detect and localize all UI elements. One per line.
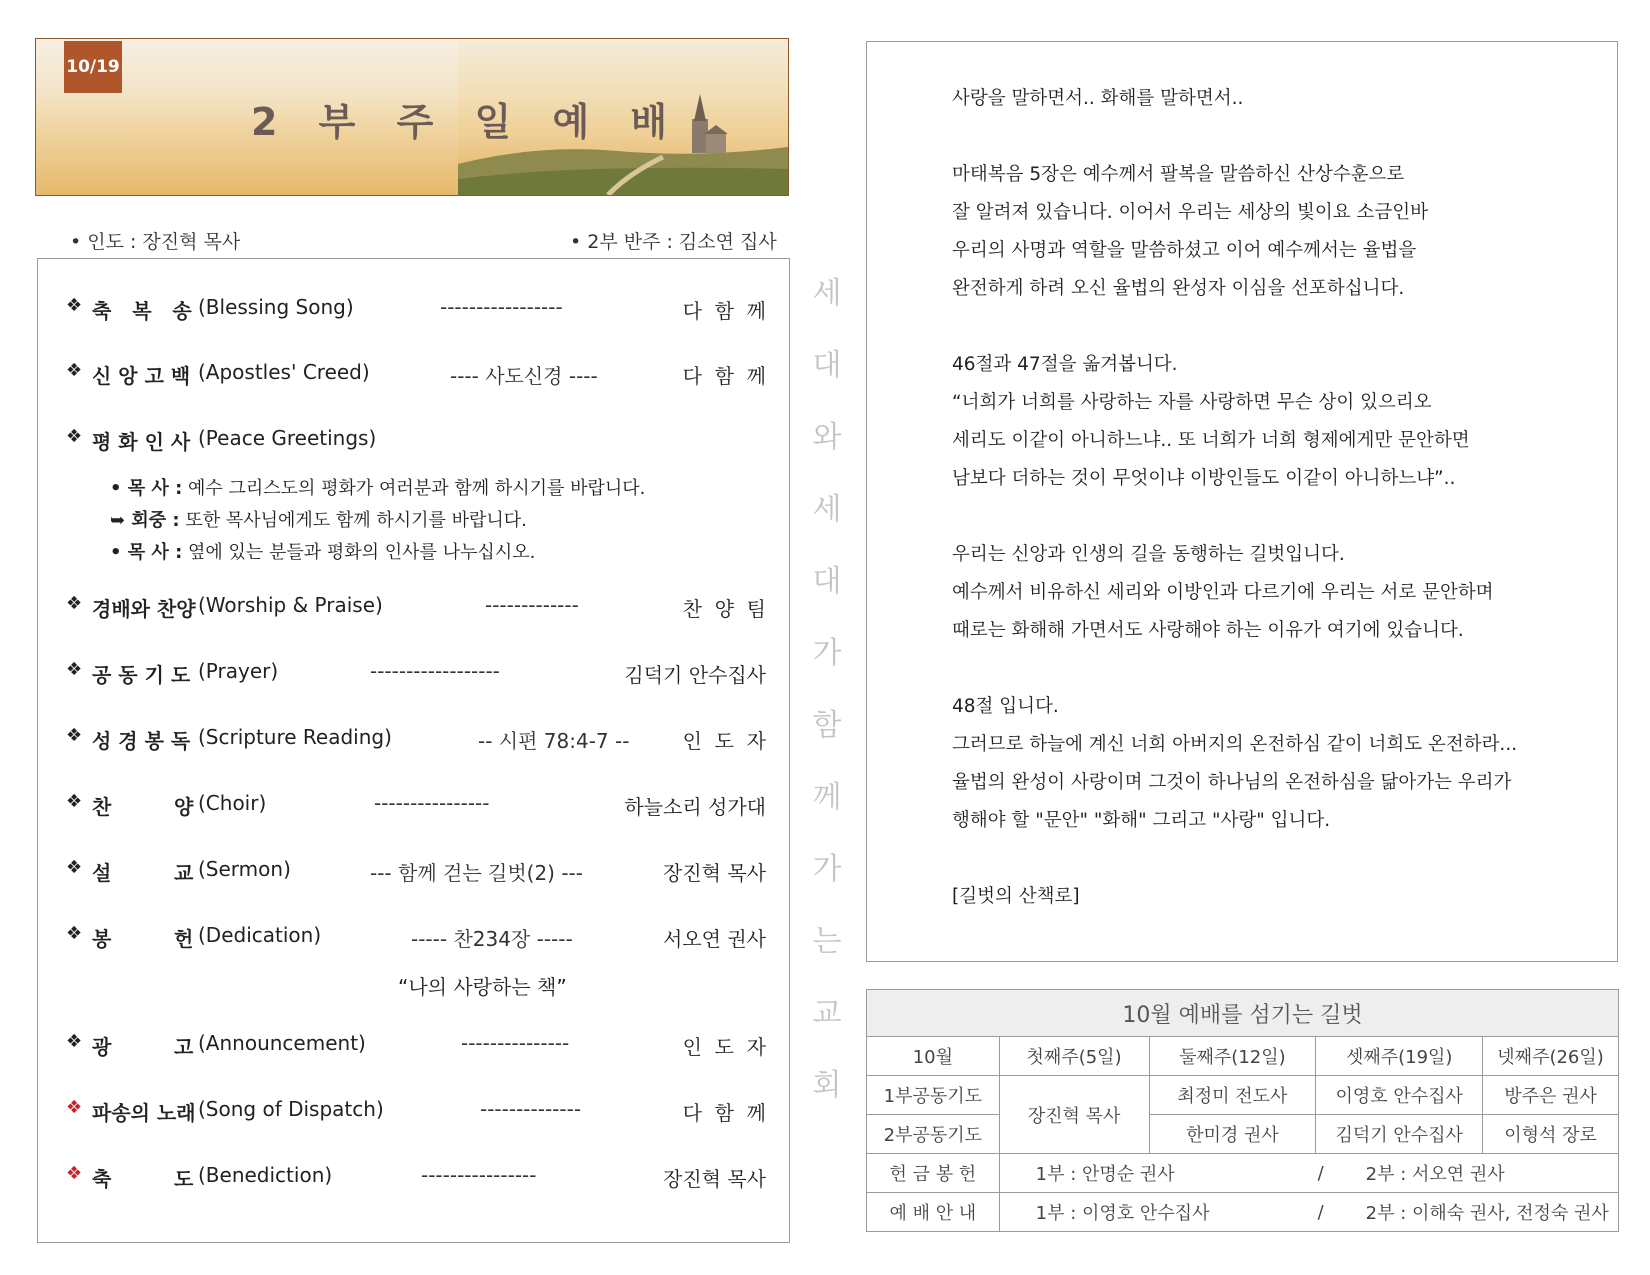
item-leader: 장진혁 목사	[663, 861, 766, 885]
message-line: 행해야 할 "문안" "화해" 그리고 "사랑" 입니다.	[952, 810, 1331, 831]
message-line: 세리도 이같이 아니하느냐.. 또 너희가 너희 형제에게만 문안하면	[952, 430, 1470, 451]
column-header: 10월	[867, 1037, 1000, 1076]
item-english: (Scripture Reading)	[198, 725, 392, 749]
item-detail: ----------------	[421, 1163, 537, 1187]
motto-char: 세	[812, 492, 842, 527]
message-line: 때로는 화해해 가면서도 사랑해야 하는 이유가 여기에 있습니다.	[952, 620, 1464, 641]
table-cell: 장진혁 목사	[999, 1076, 1149, 1154]
service-item	[66, 593, 766, 621]
diamond-bullet-icon: ❖	[66, 295, 83, 316]
table-cell: 방주은 권사	[1483, 1076, 1619, 1115]
row-label: 헌 금 봉 헌	[867, 1154, 1000, 1193]
item-name: 축 도	[92, 1167, 194, 1191]
message-line: 마태복음 5장은 예수께서 팔복을 말씀하신 산상수훈으로	[952, 164, 1405, 185]
diamond-bullet-icon: ❖	[66, 360, 83, 381]
greeting-role: • 목 사 :	[110, 542, 183, 563]
row-label: 예 배 안 내	[867, 1193, 1000, 1232]
item-english: (Song of Dispatch)	[198, 1097, 384, 1121]
page-title: 2 부 주 일 예 배	[251, 100, 682, 144]
diamond-bullet-icon: ❖	[66, 857, 83, 878]
item-leader: 다 함 께	[682, 364, 766, 388]
message-line: [길벗의 산책로]	[952, 886, 1080, 907]
table-row	[867, 1154, 1619, 1193]
diamond-bullet-icon: ❖	[66, 923, 83, 944]
message-line: “너희가 너희를 사랑하는 자를 사랑하면 무슨 상이 있으리오	[952, 392, 1432, 413]
table-cell: 이형석 장로	[1483, 1115, 1619, 1154]
pastor-message	[866, 41, 1618, 962]
service-item	[66, 923, 766, 951]
diamond-bullet-icon: ❖	[66, 791, 83, 812]
message-line: 남보다 더하는 것이 무엇이냐 이방인들도 이같이 아니하느냐”..	[952, 468, 1456, 489]
item-detail: ---- 사도신경 ----	[450, 364, 598, 388]
diamond-bullet-icon: ❖	[66, 659, 83, 680]
service-item	[66, 1163, 766, 1191]
motto-char: 세	[812, 276, 842, 311]
greeting-line	[110, 474, 645, 500]
greeting-role: ➥ 회중 :	[110, 510, 180, 531]
greeting-role: • 목 사 :	[110, 478, 183, 499]
leader-info: • 인도 : 장진혁 목사	[70, 231, 241, 253]
guide-second: 2부 : 이해숙 권사, 전정숙 권사	[1365, 1203, 1609, 1224]
item-english: (Choir)	[198, 791, 267, 815]
item-detail: ----- 찬234장 -----	[411, 927, 573, 951]
item-leader: 인 도 자	[682, 729, 766, 753]
diamond-bullet-icon: ❖	[66, 1031, 83, 1052]
item-name: 찬 양	[92, 795, 194, 819]
item-name: 봉 헌	[92, 927, 194, 951]
message-line: 우리의 사명과 역할을 말씀하셨고 이어 예수께서는 율법을	[952, 240, 1417, 261]
item-leader: 인 도 자	[682, 1035, 766, 1059]
item-detail: -- 시편 78:4-7 --	[478, 729, 630, 753]
greeting-text: 옆에 있는 분들과 평화의 인사를 나누십시오.	[182, 542, 536, 563]
message-line: 잘 알려져 있습니다. 이어서 우리는 세상의 빛이요 소금인바	[952, 202, 1428, 223]
motto-char: 는	[812, 924, 842, 959]
motto-char: 대	[812, 348, 842, 383]
message-line: 그러므로 하늘에 계신 너희 아버지의 온전하심 같이 너희도 온전하라...	[952, 734, 1518, 755]
motto-char: 회	[812, 1068, 842, 1103]
motto-char: 가	[812, 852, 842, 887]
message-line: 완전하게 하려 오신 율법의 완성자 이심을 선포하십니다.	[952, 278, 1405, 299]
item-name: 경배와 찬양	[92, 597, 196, 621]
service-item	[66, 426, 766, 454]
greeting-text: 또한 목사님에게도 함께 하시기를 바랍니다.	[179, 510, 527, 531]
message-line: 48절 입니다.	[952, 696, 1059, 717]
item-english: (Dedication)	[198, 923, 322, 947]
greeting-line	[110, 538, 535, 564]
item-detail: ---------------	[461, 1031, 570, 1055]
separator: /	[1317, 1201, 1324, 1223]
item-name: 축 복 송	[92, 299, 192, 323]
header-banner	[35, 38, 789, 196]
item-leader: 하늘소리 성가대	[624, 795, 766, 819]
item-detail: ------------------	[370, 659, 500, 683]
item-english: (Prayer)	[198, 659, 279, 683]
message-line: 46절과 47절을 옮겨봅니다.	[952, 354, 1178, 375]
item-leader: 서오연 권사	[663, 927, 766, 951]
diamond-bullet-icon: ❖	[66, 1097, 83, 1118]
diamond-bullet-icon: ❖	[66, 426, 83, 447]
offering-cell	[999, 1154, 1618, 1193]
table-cell: 최정미 전도사	[1149, 1076, 1316, 1115]
motto-char: 교	[812, 996, 842, 1031]
motto-char: 대	[812, 564, 842, 599]
table-row	[867, 1193, 1619, 1232]
item-leader: 김덕기 안수집사	[624, 663, 766, 687]
item-detail: ----------------	[374, 791, 490, 815]
item-english: (Announcement)	[198, 1031, 366, 1055]
service-item	[66, 1097, 766, 1125]
message-line: 우리는 신앙과 인생의 길을 동행하는 길벗입니다.	[952, 544, 1345, 565]
column-header: 넷째주(26일)	[1483, 1037, 1619, 1076]
item-name: 공 동 기 도	[92, 663, 191, 687]
item-leader: 다 함 께	[682, 1101, 766, 1125]
service-item	[66, 1031, 766, 1059]
dedication-song: “나의 사랑하는 책”	[398, 975, 567, 999]
item-detail: -------------	[485, 593, 579, 617]
guide-first: 1부 : 이영호 안수집사	[1035, 1203, 1210, 1224]
table-title-row	[867, 990, 1619, 1037]
message-line: 사랑을 말하면서.. 화해를 말하면서..	[952, 88, 1244, 109]
greeting-text: 예수 그리스도의 평화가 여러분과 함께 하시기를 바랍니다.	[182, 478, 646, 499]
item-english: (Apostles' Creed)	[198, 360, 370, 384]
item-name: 평 화 인 사	[92, 430, 191, 454]
offering-first: 1부 : 안명순 권사	[1035, 1164, 1175, 1185]
service-item	[66, 725, 766, 753]
service-item	[66, 659, 766, 687]
guide-cell	[999, 1193, 1618, 1232]
row-label: 2부공동기도	[867, 1115, 1000, 1154]
separator: /	[1317, 1162, 1324, 1184]
service-item	[66, 360, 766, 388]
table-row	[867, 1115, 1619, 1154]
item-english: (Peace Greetings)	[198, 426, 377, 450]
order-of-service	[37, 258, 790, 1243]
item-name: 성 경 봉 독	[92, 729, 191, 753]
diamond-bullet-icon: ❖	[66, 593, 83, 614]
motto-char: 가	[812, 636, 842, 671]
item-name: 신 앙 고 백	[92, 364, 191, 388]
table-cell: 한미경 권사	[1149, 1115, 1316, 1154]
greeting-line	[110, 506, 527, 532]
item-english: (Sermon)	[198, 857, 291, 881]
item-english: (Benediction)	[198, 1163, 333, 1187]
offering-second: 2부 : 서오연 권사	[1365, 1164, 1505, 1185]
message-line: 예수께서 비유하신 세리와 이방인과 다르기에 우리는 서로 문안하며	[952, 582, 1494, 603]
row-label: 1부공동기도	[867, 1076, 1000, 1115]
diamond-bullet-icon: ❖	[66, 1163, 83, 1184]
motto-char: 와	[812, 420, 842, 455]
table-title: 10월 예배를 섬기는 길벗	[867, 990, 1619, 1037]
item-detail: --------------	[480, 1097, 582, 1121]
item-english: (Blessing Song)	[198, 295, 354, 319]
item-name: 파송의 노래	[92, 1101, 196, 1125]
column-header: 첫째주(5일)	[999, 1037, 1149, 1076]
october-schedule-table	[866, 989, 1619, 1232]
message-line: 율법의 완성이 사랑이며 그것이 하나님의 온전하심을 닮아가는 우리가	[952, 772, 1512, 793]
service-item	[66, 857, 766, 885]
service-item	[66, 791, 766, 819]
date-badge: 10/19	[64, 41, 122, 93]
item-detail: --- 함께 걷는 길벗(2) ---	[370, 861, 583, 885]
item-leader: 다 함 께	[682, 299, 766, 323]
item-detail: -----------------	[440, 295, 563, 319]
motto-char: 함	[812, 708, 842, 743]
diamond-bullet-icon: ❖	[66, 725, 83, 746]
item-leader: 장진혁 목사	[663, 1167, 766, 1191]
service-item	[66, 295, 766, 323]
item-leader: 찬 양 팀	[682, 597, 766, 621]
column-header: 둘째주(12일)	[1149, 1037, 1316, 1076]
item-name: 광 고	[92, 1035, 194, 1059]
item-name: 설 교	[92, 861, 194, 885]
item-english: (Worship & Praise)	[198, 593, 383, 617]
table-row	[867, 1076, 1619, 1115]
column-header: 셋째주(19일)	[1316, 1037, 1483, 1076]
table-cell: 이영호 안수집사	[1316, 1076, 1483, 1115]
table-cell: 김덕기 안수집사	[1316, 1115, 1483, 1154]
table-header-row	[867, 1037, 1619, 1076]
motto-char: 께	[812, 780, 842, 815]
accompanist-info: • 2부 반주 : 김소연 집사	[570, 231, 777, 253]
